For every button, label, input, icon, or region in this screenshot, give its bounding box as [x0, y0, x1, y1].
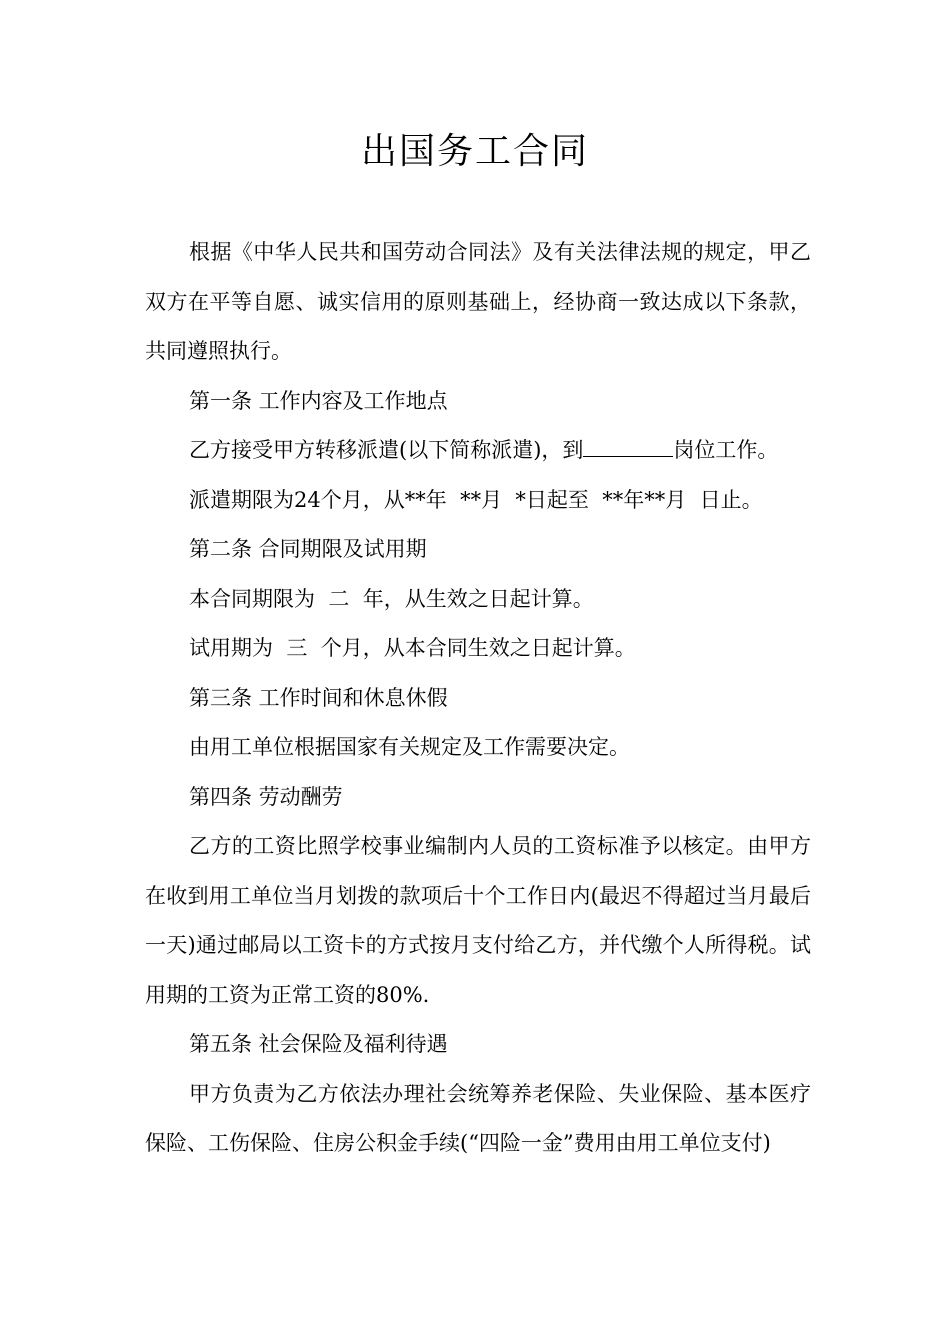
article-3-content: 由用工单位根据国家有关规定及工作需要决定。 — [189, 735, 630, 759]
article-2-contract-term: 本合同期限为 二 年，从生效之日起计算。 — [189, 586, 594, 611]
article-2-heading: 第二条 合同期限及试用期 — [189, 537, 427, 561]
position-blank — [583, 436, 673, 457]
article-1-term-line: 派遣期限为24个月，从**年 **月 *日起至 **年**月 日止。 — [189, 487, 763, 512]
position-line-text-start: 乙方接受甲方转移派遣(以下简称派遣)，到 — [189, 438, 584, 462]
document-body — [145, 228, 811, 1169]
article-5-heading: 第五条 社会保险及福利待遇 — [189, 1032, 448, 1056]
document-title: 出国务工合同 — [360, 131, 589, 172]
preamble-paragraph: 根据《中华人民共和国劳动合同法》及有关法律法规的规定，甲乙双方在平等自愿、诚实信用的原则基础上，经协商一致达成以下条款，共同遵照执行。 — [145, 240, 811, 363]
article-4-content: 乙方的工资比照学校事业编制内人员的工资标准予以核定。由甲方在收到用工单位当月划拨的款项后十个工作日内(最迟不得超过当月最后一天)通过邮局以工资卡的方式按月支付给乙方，并代缴个人所得税。试用期的工资为正常工资的80%. — [145, 834, 811, 1007]
article-3-heading: 第三条 工作时间和休息休假 — [189, 685, 448, 710]
article-2-probation: 试用期为 三 个月，从本合同生效之日起计算。 — [189, 636, 636, 660]
article-4-heading: 第四条 劳动酬劳 — [189, 784, 343, 809]
article-5-content: 甲方负责为乙方依法办理社会统筹养老保险、失业保险、基本医疗保险、工伤保险、住房公积金手续(“四险一金”费用由用工单位支付) — [145, 1081, 811, 1155]
article-1-heading: 第一条 工作内容及工作地点 — [189, 388, 448, 413]
position-line-text-end: 岗位工作。 — [673, 438, 779, 462]
article-1-position-line — [145, 426, 811, 476]
